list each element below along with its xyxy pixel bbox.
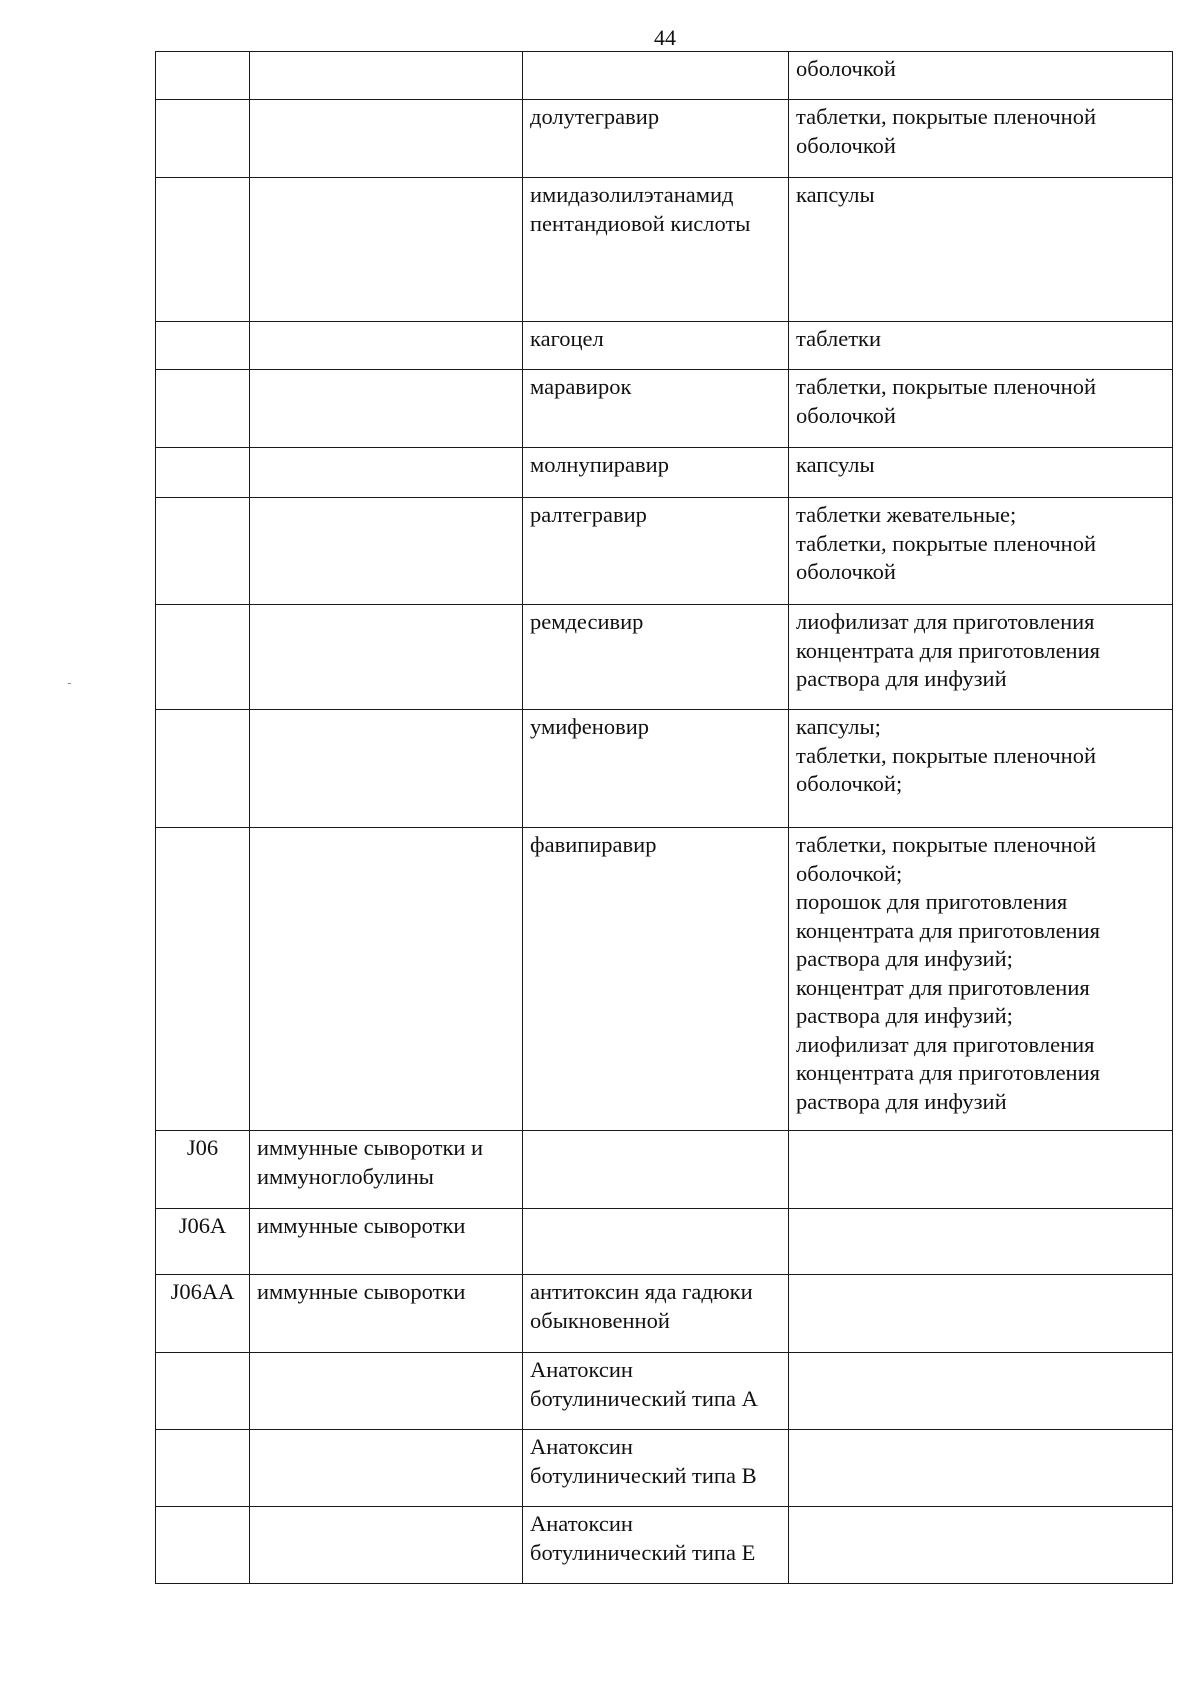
dosage-form-cell bbox=[789, 1353, 1173, 1430]
group-name-cell bbox=[250, 100, 523, 178]
atc-code-cell bbox=[156, 52, 250, 100]
dosage-form-cell: таблетки bbox=[789, 322, 1173, 370]
atc-code-cell bbox=[156, 605, 250, 710]
group-name-cell bbox=[250, 1353, 523, 1430]
group-name-cell bbox=[250, 178, 523, 322]
atc-code-cell: J06AA bbox=[156, 1275, 250, 1353]
page-number: 44 bbox=[654, 25, 676, 50]
table-row bbox=[156, 178, 1173, 322]
atc-code-cell bbox=[156, 178, 250, 322]
dosage-form-cell: таблетки, покрытые пленочной оболочкой bbox=[789, 100, 1173, 178]
group-name-cell: иммунные сыворотки bbox=[250, 1275, 523, 1353]
atc-code-cell bbox=[156, 828, 250, 1131]
table-row bbox=[156, 1275, 1173, 1353]
drug-name-cell: маравирок bbox=[523, 370, 789, 448]
drug-name-cell: Анатоксин ботулинический типа А bbox=[523, 1353, 789, 1430]
scan-speck bbox=[68, 683, 71, 684]
table-row bbox=[156, 448, 1173, 498]
table-row bbox=[156, 1209, 1173, 1275]
dosage-form-cell bbox=[789, 1131, 1173, 1209]
drug-name-cell bbox=[523, 52, 789, 100]
atc-code-cell bbox=[156, 448, 250, 498]
atc-code-cell bbox=[156, 498, 250, 605]
atc-code-cell bbox=[156, 1430, 250, 1507]
table-row bbox=[156, 52, 1173, 100]
table-row bbox=[156, 1430, 1173, 1507]
group-name-cell bbox=[250, 52, 523, 100]
dosage-form-cell: оболочкой bbox=[789, 52, 1173, 100]
drug-name-cell: Анатоксин ботулинический типа Е bbox=[523, 1507, 789, 1584]
group-name-cell bbox=[250, 605, 523, 710]
group-name-cell: иммунные сыворотки bbox=[250, 1209, 523, 1275]
table-row bbox=[156, 710, 1173, 828]
dosage-form-cell bbox=[789, 1430, 1173, 1507]
drug-name-cell: долутегравир bbox=[523, 100, 789, 178]
group-name-cell bbox=[250, 1507, 523, 1584]
table-row bbox=[156, 322, 1173, 370]
atc-code-cell bbox=[156, 1353, 250, 1430]
table-row bbox=[156, 1353, 1173, 1430]
drug-name-cell bbox=[523, 1131, 789, 1209]
table-row bbox=[156, 828, 1173, 1131]
drug-name-cell: имидазолилэтанамид пентандиовой кислоты bbox=[523, 178, 789, 322]
dosage-form-cell bbox=[789, 1209, 1173, 1275]
table-row bbox=[156, 498, 1173, 605]
group-name-cell: иммунные сыворотки и иммуноглобулины bbox=[250, 1131, 523, 1209]
group-name-cell bbox=[250, 710, 523, 828]
group-name-cell bbox=[250, 448, 523, 498]
group-name-cell bbox=[250, 498, 523, 605]
table-row bbox=[156, 1507, 1173, 1584]
atc-code-cell: J06A bbox=[156, 1209, 250, 1275]
dosage-form-cell: таблетки жевательные; таблетки, покрытые пленочной оболочкой bbox=[789, 498, 1173, 605]
dosage-form-cell bbox=[789, 1275, 1173, 1353]
drug-name-cell: антитоксин яда гадюки обыкновенной bbox=[523, 1275, 789, 1353]
group-name-cell bbox=[250, 322, 523, 370]
drug-name-cell: кагоцел bbox=[523, 322, 789, 370]
table-row bbox=[156, 605, 1173, 710]
atc-code-cell bbox=[156, 710, 250, 828]
drug-name-cell bbox=[523, 1209, 789, 1275]
dosage-form-cell: таблетки, покрытые пленочной оболочкой; порошок для приготовления концентрата для приготовления раствора для инфузий; концентрат для приготовления раствора для инфузий; лиофилизат для приготовления концентрата для приготовления раствора для инфузий bbox=[789, 828, 1173, 1131]
atc-code-cell bbox=[156, 370, 250, 448]
medication-table bbox=[155, 51, 1173, 1584]
dosage-form-cell: капсулы bbox=[789, 178, 1173, 322]
group-name-cell bbox=[250, 370, 523, 448]
table-row bbox=[156, 100, 1173, 178]
dosage-form-cell bbox=[789, 1507, 1173, 1584]
drug-name-cell: ремдесивир bbox=[523, 605, 789, 710]
group-name-cell bbox=[250, 1430, 523, 1507]
dosage-form-cell: таблетки, покрытые пленочной оболочкой bbox=[789, 370, 1173, 448]
dosage-form-cell: лиофилизат для приготовления концентрата для приготовления раствора для инфузий bbox=[789, 605, 1173, 710]
group-name-cell bbox=[250, 828, 523, 1131]
table-row bbox=[156, 1131, 1173, 1209]
drug-name-cell: Анатоксин ботулинический типа В bbox=[523, 1430, 789, 1507]
atc-code-cell bbox=[156, 322, 250, 370]
dosage-form-cell: капсулы; таблетки, покрытые пленочной оболочкой; bbox=[789, 710, 1173, 828]
atc-code-cell bbox=[156, 100, 250, 178]
drug-name-cell: умифеновир bbox=[523, 710, 789, 828]
table-row bbox=[156, 370, 1173, 448]
drug-name-cell: фавипиравир bbox=[523, 828, 789, 1131]
atc-code-cell: J06 bbox=[156, 1131, 250, 1209]
drug-name-cell: ралтегравир bbox=[523, 498, 789, 605]
atc-code-cell bbox=[156, 1507, 250, 1584]
drug-name-cell: молнупиравир bbox=[523, 448, 789, 498]
dosage-form-cell: капсулы bbox=[789, 448, 1173, 498]
